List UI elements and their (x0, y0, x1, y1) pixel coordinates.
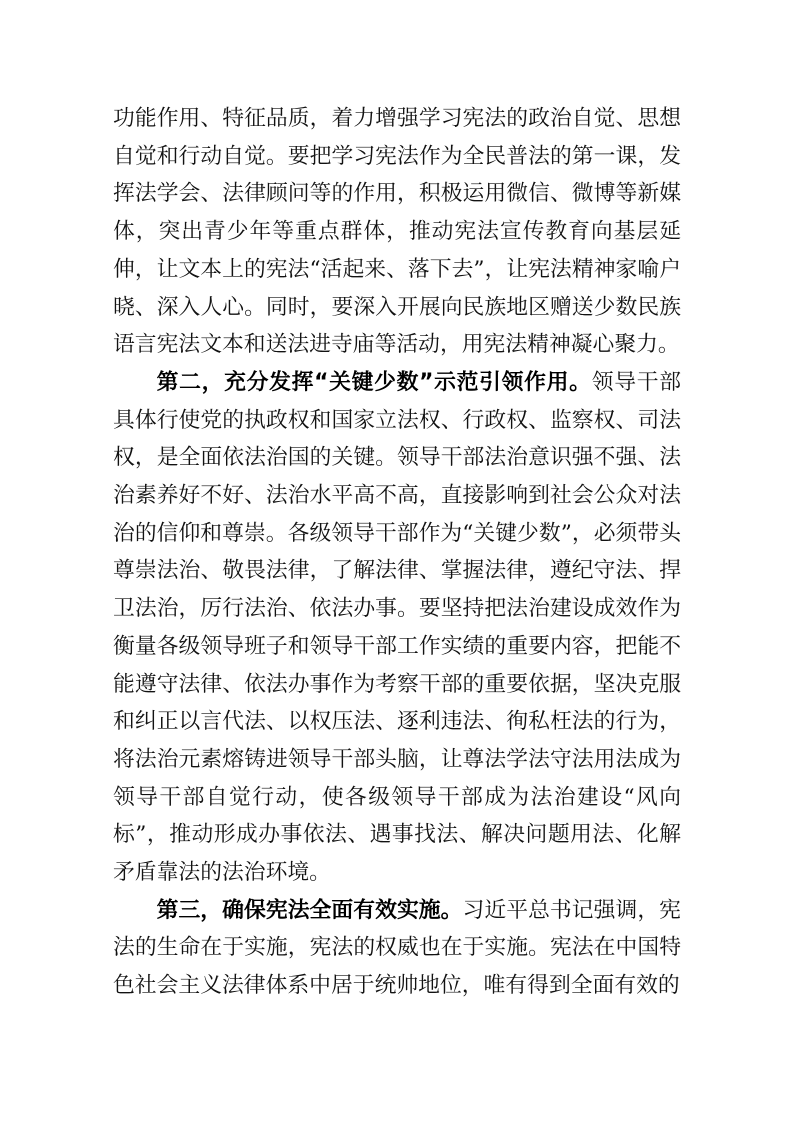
paragraph-text: 领导干部具体行使党的执政权和国家立法权、行政权、监察权、司法权，是全面依法治国的关键。领导干部法治意识强不强、法治素养好不好、法治水平高不高，直接影响到社会公众对法治的信仰和尊崇。各级领导干部作为“关键少数”，必须带头尊崇法治、敬畏法律，了解法律、掌握法律，遵纪守法、捍卫法治，厉行法治、依法办事。要坚持把法治建设成效作为衡量各级领导班子和领导干部工作实绩的重要内容，把能不能遵守法律、依法办事作为考察干部的重要依据，坚决克服和纠正以言代法、以权压法、逐利违法、徇私枉法的行为，将法治元素熔铸进领导干部头脑，让尊法学法守法用法成为领导干部自觉行动，使各级领导干部成为法治建设“风向标”，推动形成办事依法、遇事找法、解决问题用法、化解矛盾靠法的法治环境。 (113, 369, 681, 886)
paragraph-text: 功能作用、特征品质，着力增强学习宪法的政治自觉、思想自觉和行动自觉。要把学习宪法作为全民普法的第一课，发挥法学会、法律顾问等的作用，积极运用微信、微博等新媒体，突出青少年等重点群体，推动宪法宣传教育向基层延伸，让文本上的宪法“活起来、落下去”，让宪法精神家喻户晓、深入人心。同时，要深入开展向民族地区赠送少数民族语言宪法文本和送法进寺庙等活动，用宪法精神凝心聚力。 (113, 106, 681, 358)
paragraph-lead-heading: 第三，确保宪法全面有效实施。 (156, 897, 463, 923)
paragraph-second-point (113, 364, 681, 892)
paragraph-text: 习近平总书记强调，宪法的生命在于实施，宪法的权威也在于实施。宪法在中国特色社会主义法律体系中居于统帅地位，唯有得到全面有效的 (113, 897, 681, 999)
paragraph-continuation (113, 100, 681, 364)
paragraph-third-point (113, 892, 681, 1005)
paragraph-lead-heading: 第二，充分发挥“关键少数”示范引领作用。 (156, 369, 592, 395)
